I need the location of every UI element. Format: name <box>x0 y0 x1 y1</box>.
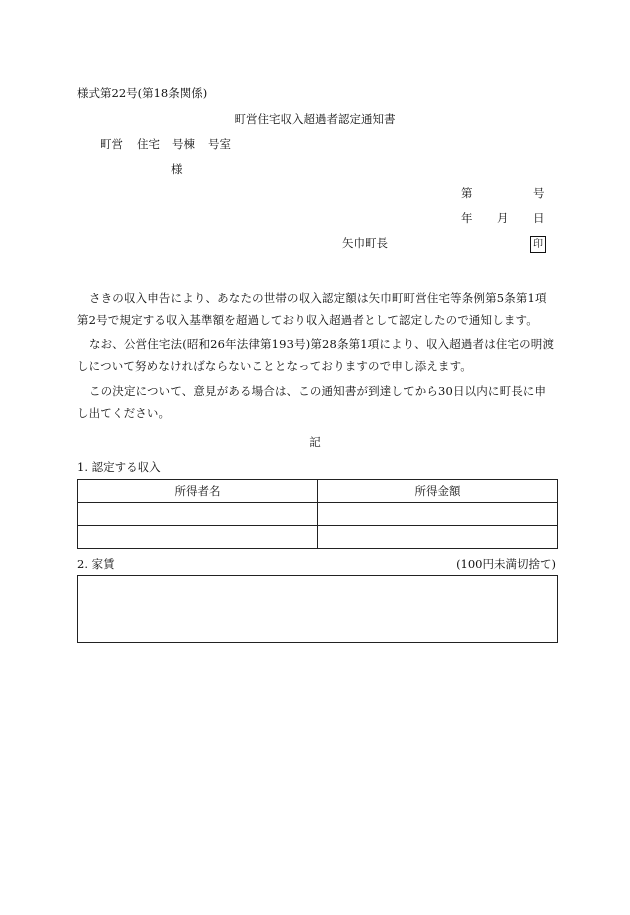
form-number: 様式第22号(第18条関係) <box>77 86 208 100</box>
earner-name-cell[interactable] <box>78 526 318 549</box>
column-header-income-amount: 所得金額 <box>318 480 558 503</box>
income-section-heading: 1. 認定する収入 <box>77 460 161 474</box>
address-part-town: 町営 <box>100 137 123 151</box>
addressee-honorific: 様 <box>171 162 183 176</box>
table-row <box>78 503 558 526</box>
body-paragraph-1: さきの収入申告により、あなたの世帯の収入認定額は矢巾町町営住宅等条例第5条第1項第2号で規定する収入基準額を超過しており収入超過者として認定したので通知します。 <box>77 291 547 327</box>
rent-section-heading: 2. 家賃 <box>77 557 115 571</box>
document-number-suffix: 号 <box>533 186 545 200</box>
date-month: 月 <box>497 211 509 225</box>
body-paragraph-3: この決定について、意見がある場合は、この通知書が到達してから30日以内に町長に申し出てください。 <box>77 384 547 420</box>
document-number-prefix: 第 <box>461 186 473 200</box>
ki-heading: 記 <box>309 435 321 449</box>
address-part-room: 号室 <box>208 137 231 151</box>
income-amount-cell[interactable] <box>318 526 558 549</box>
date-year: 年 <box>461 211 473 225</box>
document-title: 町営住宅収入超過者認定通知書 <box>234 112 396 126</box>
body-paragraph-2: なお、公営住宅法(昭和26年法律第193号)第28条第1項により、収入超過者は住宅の明渡しについて努めなければならないこととなっておりますので申し添えます。 <box>77 337 555 373</box>
rent-rounding-note: (100円未満切捨て) <box>456 557 556 571</box>
issuer-name: 矢巾町長 <box>342 236 388 250</box>
income-amount-cell[interactable] <box>318 503 558 526</box>
earner-name-cell[interactable] <box>78 503 318 526</box>
date-day: 日 <box>533 211 545 225</box>
income-table-header-row <box>78 480 558 503</box>
income-table <box>77 479 558 549</box>
seal-mark: 印 <box>530 236 546 253</box>
rent-amount-box[interactable] <box>77 575 558 643</box>
address-part-building: 号棟 <box>172 137 195 151</box>
column-header-earner-name: 所得者名 <box>78 480 318 503</box>
address-part-housing: 住宅 <box>137 137 160 151</box>
table-row <box>78 526 558 549</box>
